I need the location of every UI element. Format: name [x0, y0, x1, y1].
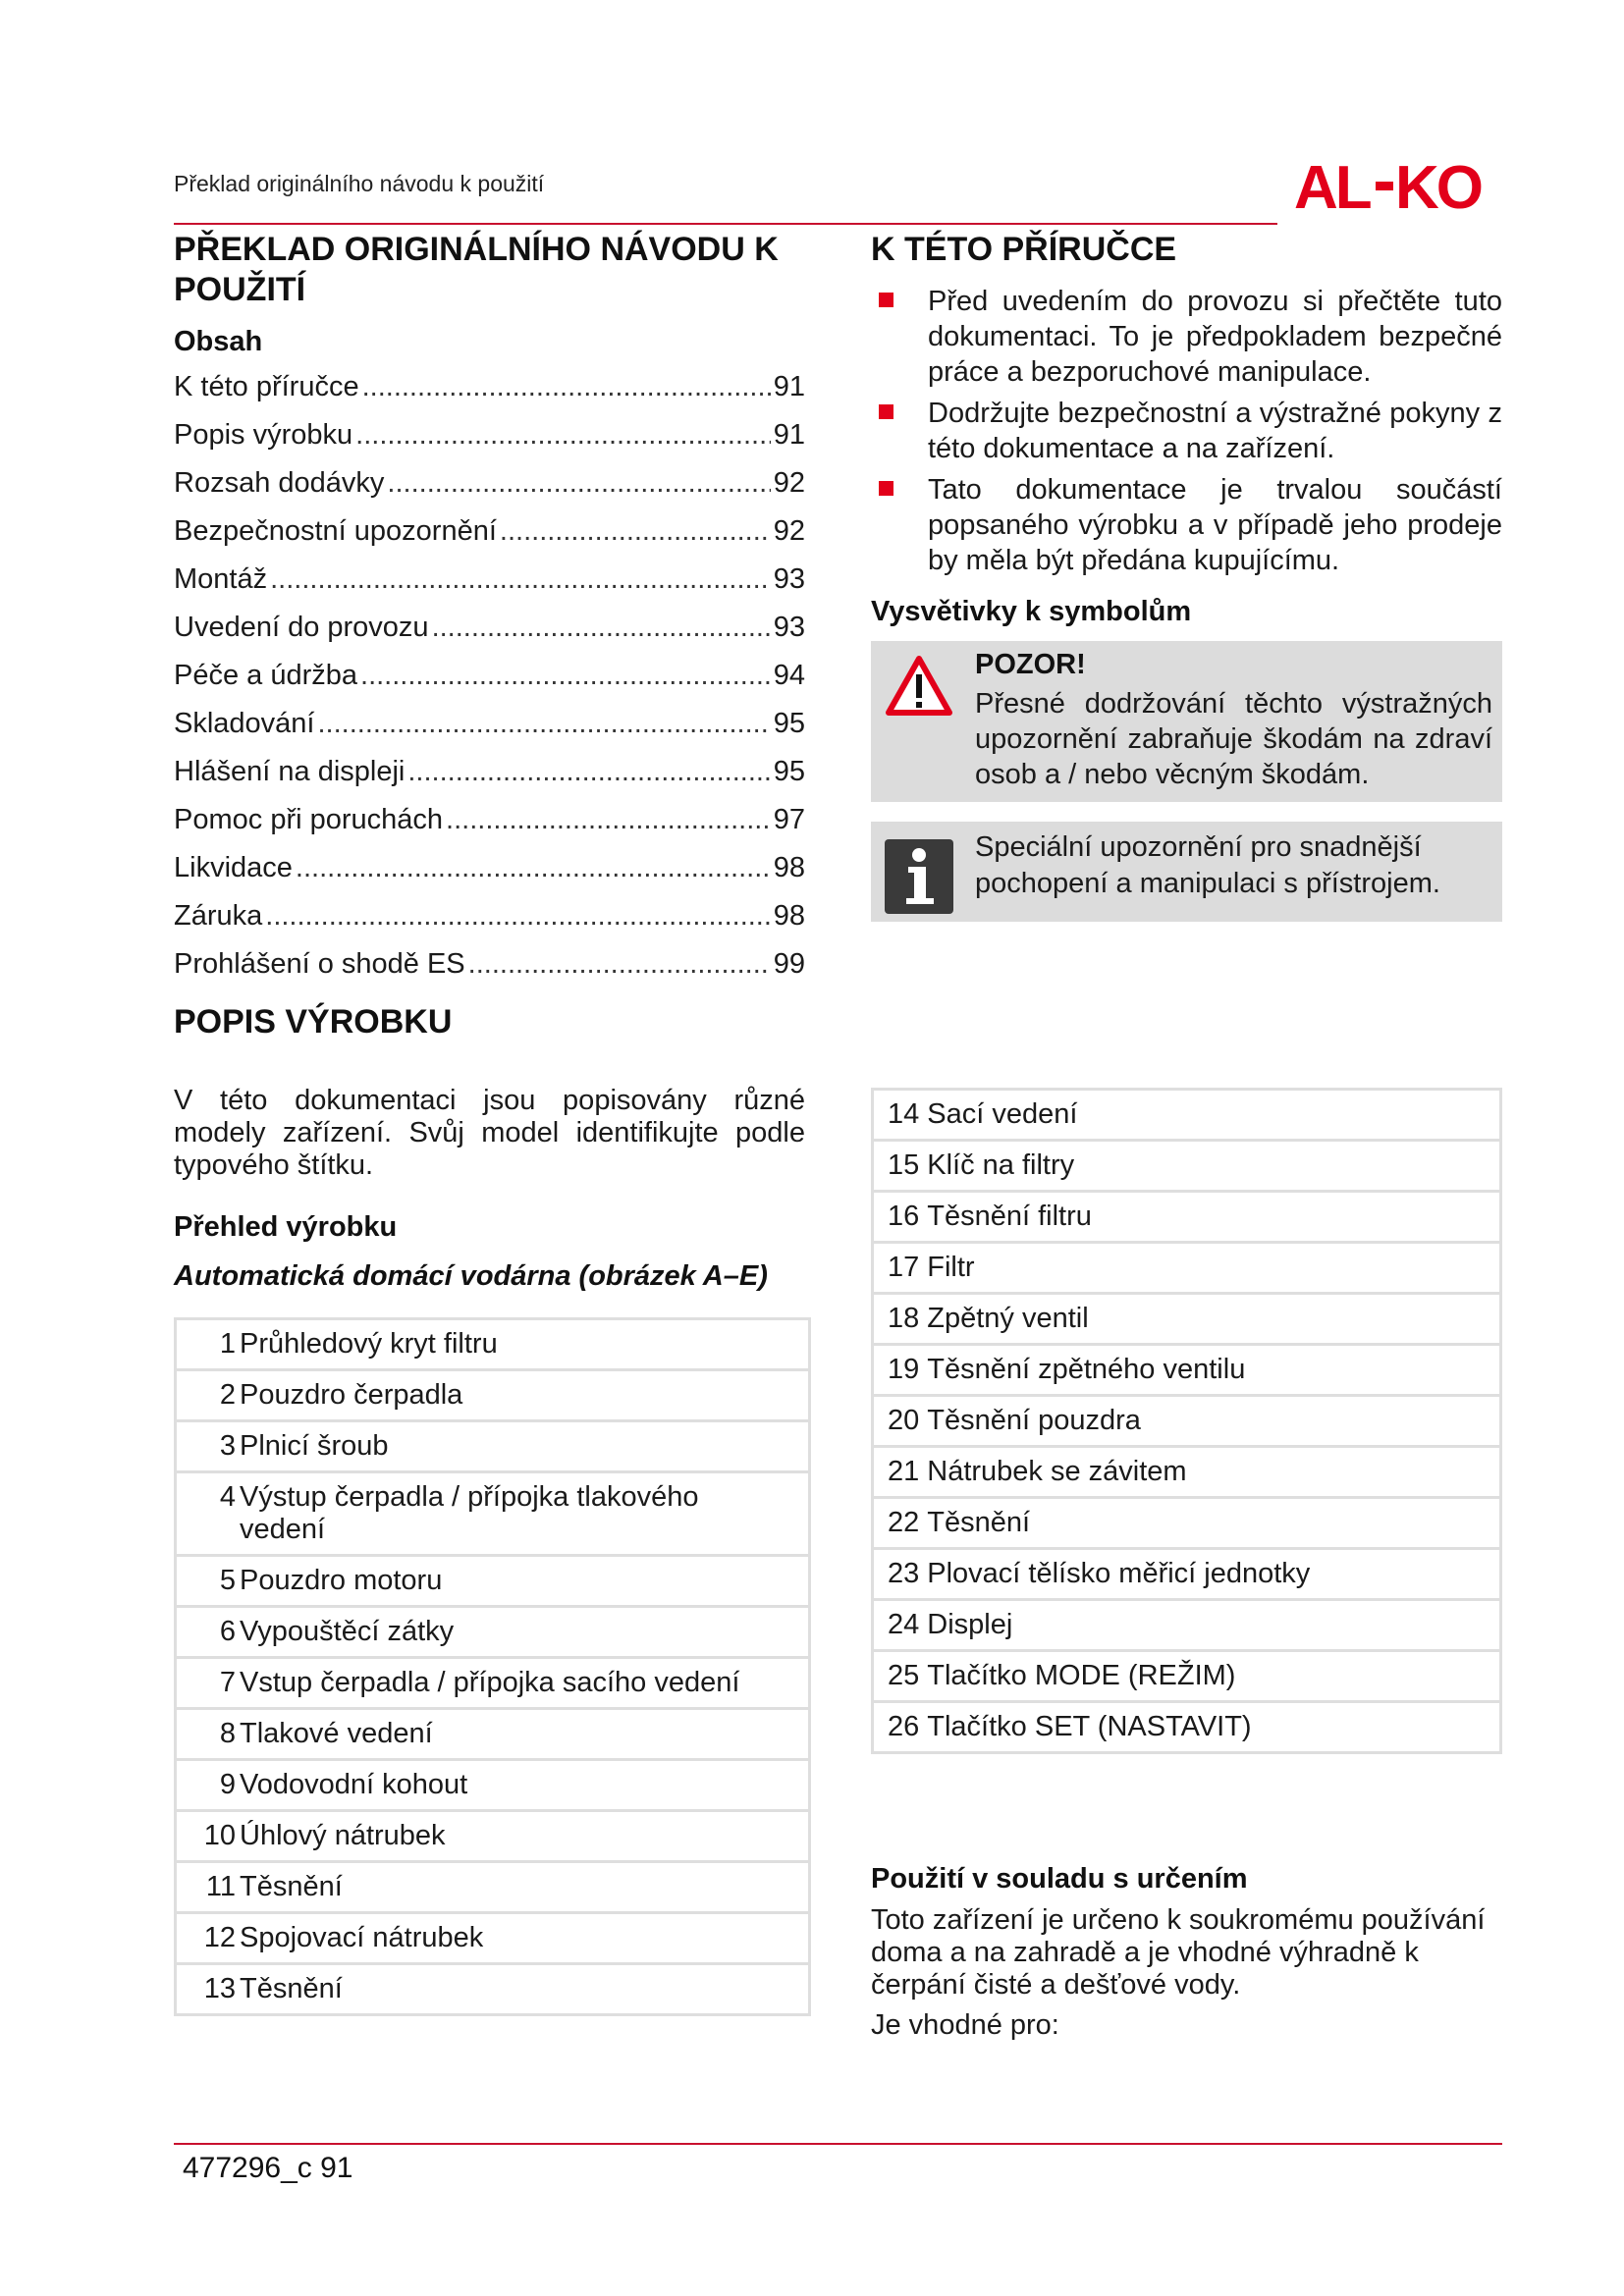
toc-entry[interactable]: Hlášení na displeji ..... 95 [174, 748, 805, 796]
table-row: 26 Tlačítko SET (NASTAVIT) [888, 1711, 1252, 1742]
document-title: PŘEKLAD ORIGINÁLNÍHO NÁVODU K POUŽITÍ [174, 231, 779, 308]
svg-text:AL: AL [1294, 155, 1370, 216]
table-row: 5 Pouzdro motoru [177, 1557, 808, 1608]
page-footer: 477296_c 91 [183, 2152, 353, 2184]
toc-entry[interactable]: K této příručce ..... 91 [174, 363, 805, 411]
info-icon [885, 839, 953, 914]
list-item: Dodržujte bezpečnostní a výstražné pokyny z této dokumentace a na zařízení. [871, 396, 1502, 466]
section-title-about: K TÉTO PŘÍRUČCE [871, 231, 1177, 268]
table-row: 22 Těsnění [874, 1499, 1499, 1550]
symbols-heading: Vysvětivky k symbolům [871, 596, 1192, 627]
table-row: 7 Vstup čerpadla / přípojka sacího vedení [177, 1659, 808, 1710]
overview-heading: Přehled výrobku [174, 1211, 398, 1243]
footer-rule [174, 2143, 1502, 2145]
table-row: 13 Těsnění [203, 1973, 343, 2004]
bullet-square-icon [879, 481, 893, 496]
warning-text: Přesné dodržování těchto výstražných upozornění zabraňuje škodám na zdraví osob a / nebo věcným škodám. [975, 688, 1492, 790]
bullet-square-icon [879, 404, 893, 419]
warning-icon [885, 655, 953, 718]
toc-entry[interactable]: Popis výrobku ..... 91 [174, 411, 805, 459]
table-row: 14 Sací vedení [874, 1091, 1499, 1142]
table-row: 9 Vodovodní kohout [177, 1761, 808, 1812]
table-row: 1 Průhledový kryt filtru [177, 1320, 808, 1371]
toc-entry[interactable]: Bezpečnostní upozornění ..... 92 [174, 507, 805, 556]
running-header: Překlad originálního návodu k použití [174, 171, 545, 196]
toc-entry[interactable]: Rozsah dodávky ..... 92 [174, 459, 805, 507]
info-box [871, 822, 1502, 922]
table-row: 8 Tlakové vedení [177, 1710, 808, 1761]
toc-heading: Obsah [174, 326, 263, 357]
list-item: Před uvedením do provozu si přečtěte tuto dokumentaci. To je předpokladem bezpečné práce a bezporuchové manipulace. [871, 284, 1502, 390]
table-row: 15 Klíč na filtry [874, 1142, 1499, 1193]
table-row: 10 Úhlový nátrubek [177, 1812, 808, 1863]
toc-entry[interactable]: Montáž ..... 93 [174, 556, 805, 604]
product-intro: V této dokumentaci jsou popisovány různé modely zařízení. Svůj model identifikujte podle typového štítku. [174, 1085, 805, 1181]
table-row: 16 Těsnění filtru [874, 1193, 1499, 1244]
table-row: 18 Zpětný ventil [874, 1295, 1499, 1346]
toc-entry[interactable]: Péče a údržba ..... 94 [174, 652, 805, 700]
table-row: 2 Pouzdro čerpadla [177, 1371, 808, 1422]
table-row: 20 Těsnění pouzdra [874, 1397, 1499, 1448]
info-text: Speciální upozornění pro snadnější pochopení a manipulaci s přístrojem. [975, 831, 1440, 899]
toc-entry[interactable]: Prohlášení o shodě ES ..... 99 [174, 940, 805, 988]
warning-title: POZOR! [975, 649, 1086, 680]
svg-text:KO: KO [1395, 155, 1481, 216]
about-bullets [871, 284, 1502, 578]
list-item: Tato dokumentace je trvalou součástí popsaného výrobku a v případě jeho prodeje by měla být předána kupujícímu. [871, 472, 1502, 578]
table-row: 21 Nátrubek se závitem [874, 1448, 1499, 1499]
table-row: 19 Těsnění zpětného ventilu [874, 1346, 1499, 1397]
table-row: 3 Plnicí šroub [177, 1422, 808, 1473]
table-row: 11 Těsnění [177, 1863, 808, 1914]
parts-table-right [871, 1088, 1502, 1754]
table-row: 24 Displej [874, 1601, 1499, 1652]
table-row: 12 Spojovací nátrubek [177, 1914, 808, 1965]
toc-entry[interactable]: Pomoc při poruchách ..... 97 [174, 796, 805, 844]
table-row: 17 Filtr [874, 1244, 1499, 1295]
intended-use-text: Toto zařízení je určeno k soukromému používání doma a na zahradě a je vhodné výhradně k čerpání čisté a dešťové vody. [871, 1904, 1486, 2001]
table-of-contents [174, 363, 805, 988]
toc-entry[interactable]: Uvedení do provozu ..... 93 [174, 604, 805, 652]
overview-subheading: Automatická domácí vodárna (obrázek A–E) [174, 1260, 768, 1292]
table-row: 6 Vypouštěcí zátky [177, 1608, 808, 1659]
toc-entry[interactable]: Skladování ..... 95 [174, 700, 805, 748]
toc-entry[interactable]: Záruka ..... 98 [174, 892, 805, 940]
toc-entry[interactable]: Likvidace ..... 98 [174, 844, 805, 892]
intended-use-heading: Použití v souladu s určením [871, 1863, 1248, 1895]
table-row: 23 Plovací tělísko měřicí jednotky [874, 1550, 1499, 1601]
warning-box [871, 641, 1502, 802]
intended-use-section [871, 1859, 1502, 2042]
section-title-product: POPIS VÝROBKU [174, 1003, 453, 1041]
parts-table-left [174, 1317, 811, 2016]
suitable-for-label: Je vhodné pro: [871, 2009, 1059, 2041]
header-rule [174, 223, 1277, 225]
table-row: 4 Výstup čerpadla / přípojka tlakového vedení [177, 1473, 808, 1557]
left-column [174, 228, 805, 2016]
table-row: 25 Tlačítko MODE (REŽIM) [874, 1652, 1499, 1703]
al-ko-logo [1294, 155, 1502, 216]
right-column [871, 228, 1502, 2132]
bullet-square-icon [879, 293, 893, 307]
